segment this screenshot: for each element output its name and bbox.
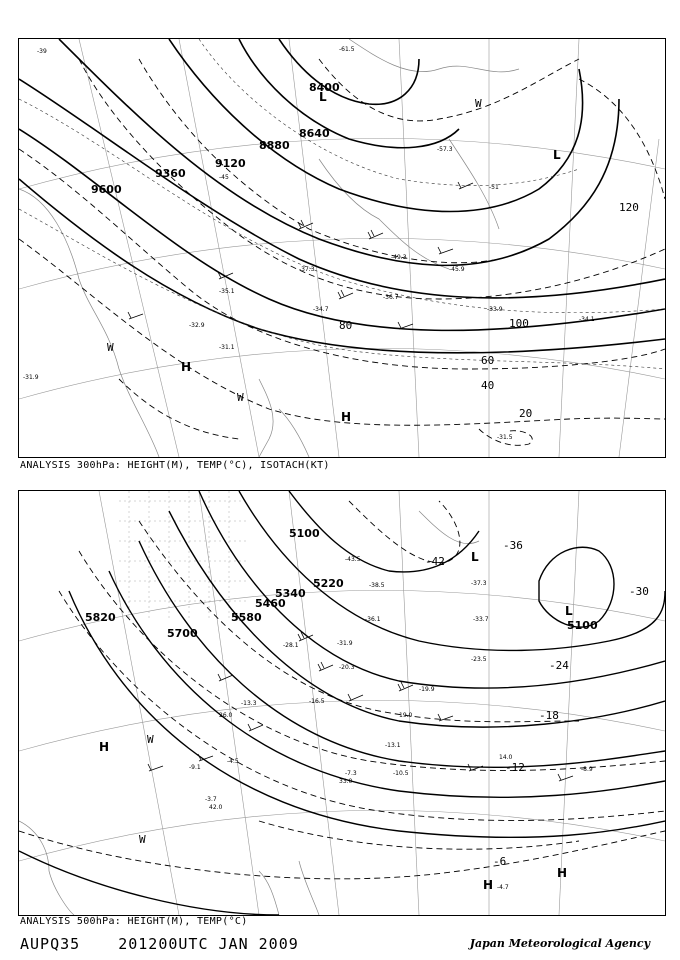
chart-300hpa bbox=[18, 38, 666, 458]
temp-sample: -4.7 bbox=[497, 884, 509, 891]
temp-sample: -51 bbox=[489, 184, 499, 191]
isotach-label: 40 bbox=[481, 379, 495, 392]
warm-markers-500 bbox=[139, 733, 154, 846]
height-label: 5100 bbox=[289, 527, 320, 540]
temp-sample: -8.9 bbox=[581, 766, 593, 773]
chart-identifier bbox=[20, 935, 327, 953]
temp-sample: -7.3 bbox=[345, 770, 357, 777]
temp-sample: -31.9 bbox=[337, 640, 353, 647]
isotherms-500 bbox=[19, 501, 665, 879]
low-center: L bbox=[565, 604, 573, 618]
temp-sample: -3.7 bbox=[205, 796, 217, 803]
temp-sample: -13.3 bbox=[241, 700, 257, 707]
temp-sample: -37.3 bbox=[471, 580, 487, 587]
chart-300hpa-map bbox=[19, 39, 665, 457]
isotherm-label: -36 bbox=[503, 539, 523, 552]
temp-sample: -43.5 bbox=[345, 556, 361, 563]
temp-sample: -31.1 bbox=[219, 344, 235, 351]
temperature-samples-500 bbox=[189, 556, 593, 891]
temp-sample: -38.5 bbox=[369, 582, 385, 589]
chart-code: AUPQ35 bbox=[20, 935, 81, 953]
temp-sample: -33.7 bbox=[473, 616, 489, 623]
warm-marker: W bbox=[475, 97, 482, 110]
height-contours-500 bbox=[19, 491, 665, 915]
chart-500hpa bbox=[18, 490, 666, 916]
temp-sample: 42.0 bbox=[209, 804, 223, 811]
height-label: 9120 bbox=[215, 157, 246, 170]
temp-sample: -23.5 bbox=[471, 656, 487, 663]
caption-300hpa: ANALYSIS 300hPa: HEIGHT(M), TEMP(°C), ISOTACH(KT) bbox=[20, 460, 330, 471]
temp-sample: -57.3 bbox=[437, 146, 453, 153]
temp-sample: -45.9 bbox=[449, 266, 465, 273]
temp-sample: -36.1 bbox=[365, 616, 381, 623]
high-center: H bbox=[99, 740, 110, 754]
temp-sample: -34.7 bbox=[313, 306, 329, 313]
temp-sample: -32.9 bbox=[189, 322, 205, 329]
temp-sample: -9.1 bbox=[189, 764, 201, 771]
height-label: 8640 bbox=[299, 127, 330, 140]
isotherm-label: -24 bbox=[549, 659, 569, 672]
height-label: 5100 bbox=[567, 619, 598, 632]
height-label: 5460 bbox=[255, 597, 286, 610]
isotach-label: 120 bbox=[619, 201, 639, 214]
warm-marker: W bbox=[139, 833, 146, 846]
height-label: 5820 bbox=[85, 611, 116, 624]
height-label: 5340 bbox=[275, 587, 306, 600]
isotherm-label: -30 bbox=[629, 585, 649, 598]
temp-sample: 26.0 bbox=[219, 712, 233, 719]
temperature-samples-300 bbox=[23, 46, 595, 441]
height-label: 5580 bbox=[231, 611, 262, 624]
caption-500hpa: ANALYSIS 500hPa: HEIGHT(M), TEMP(°C) bbox=[20, 916, 248, 927]
height-label: 8400 bbox=[309, 81, 340, 94]
isotach-label: 80 bbox=[339, 319, 353, 332]
temp-sample: -31.9 bbox=[23, 374, 39, 381]
warm-markers-300 bbox=[107, 97, 482, 404]
height-label: 5220 bbox=[313, 577, 344, 590]
isotherm-label: -42 bbox=[425, 555, 445, 568]
isotach-lines-300 bbox=[19, 59, 665, 445]
graticule-500 bbox=[19, 491, 665, 915]
temp-sample: -35.1 bbox=[219, 288, 235, 295]
temp-sample: -10.5 bbox=[393, 770, 409, 777]
temp-sample: -49.3 bbox=[391, 254, 407, 261]
high-center: H bbox=[557, 866, 568, 880]
chart-500hpa-map bbox=[19, 491, 665, 915]
temp-sample: -36.7 bbox=[383, 294, 399, 301]
grid-region-500 bbox=[119, 491, 249, 621]
warm-marker: W bbox=[237, 391, 244, 404]
low-center: L bbox=[319, 90, 327, 104]
temp-sample: -4.5 bbox=[227, 758, 239, 765]
temp-sample: -34.1 bbox=[579, 316, 595, 323]
temp-sample: -39 bbox=[37, 48, 47, 55]
isotherm-label: -6 bbox=[493, 855, 507, 868]
pressure-centers-500 bbox=[99, 550, 573, 892]
low-center: L bbox=[553, 148, 561, 162]
temp-sample: -33.9 bbox=[487, 306, 503, 313]
height-label: 9600 bbox=[91, 183, 122, 196]
isotach-label: 100 bbox=[509, 317, 529, 330]
temp-sample: 33.0 bbox=[339, 778, 353, 785]
temp-sample: 19.0 bbox=[399, 712, 413, 719]
temp-sample: -28.1 bbox=[283, 642, 299, 649]
warm-marker: W bbox=[107, 341, 114, 354]
high-center: H bbox=[341, 410, 352, 424]
temp-sample: 14.0 bbox=[499, 754, 513, 761]
temp-sample: -37.3 bbox=[299, 266, 315, 273]
temp-sample: -16.5 bbox=[309, 698, 325, 705]
isotach-label: 60 bbox=[481, 354, 495, 367]
isotherm-label: -18 bbox=[539, 709, 559, 722]
temp-sample: -45 bbox=[219, 174, 229, 181]
high-center: H bbox=[181, 360, 192, 374]
agency-name: Japan Meteorological Agency bbox=[469, 937, 650, 950]
temp-sample: -13.1 bbox=[385, 742, 401, 749]
isotach-label: 20 bbox=[519, 407, 533, 420]
height-label: 9360 bbox=[155, 167, 186, 180]
height-label: 5700 bbox=[167, 627, 198, 640]
isotherm-label: -12 bbox=[505, 761, 525, 774]
height-label: 8880 bbox=[259, 139, 290, 152]
chart-datetime: 201200UTC JAN 2009 bbox=[118, 935, 299, 953]
high-center: H bbox=[483, 878, 494, 892]
temp-sample: -31.5 bbox=[497, 434, 513, 441]
low-center: L bbox=[471, 550, 479, 564]
temp-sample: -20.3 bbox=[339, 664, 355, 671]
temp-sample: -61.5 bbox=[339, 46, 355, 53]
temp-sample: -19.9 bbox=[419, 686, 435, 693]
graticule-300 bbox=[19, 39, 665, 457]
warm-marker: W bbox=[147, 733, 154, 746]
